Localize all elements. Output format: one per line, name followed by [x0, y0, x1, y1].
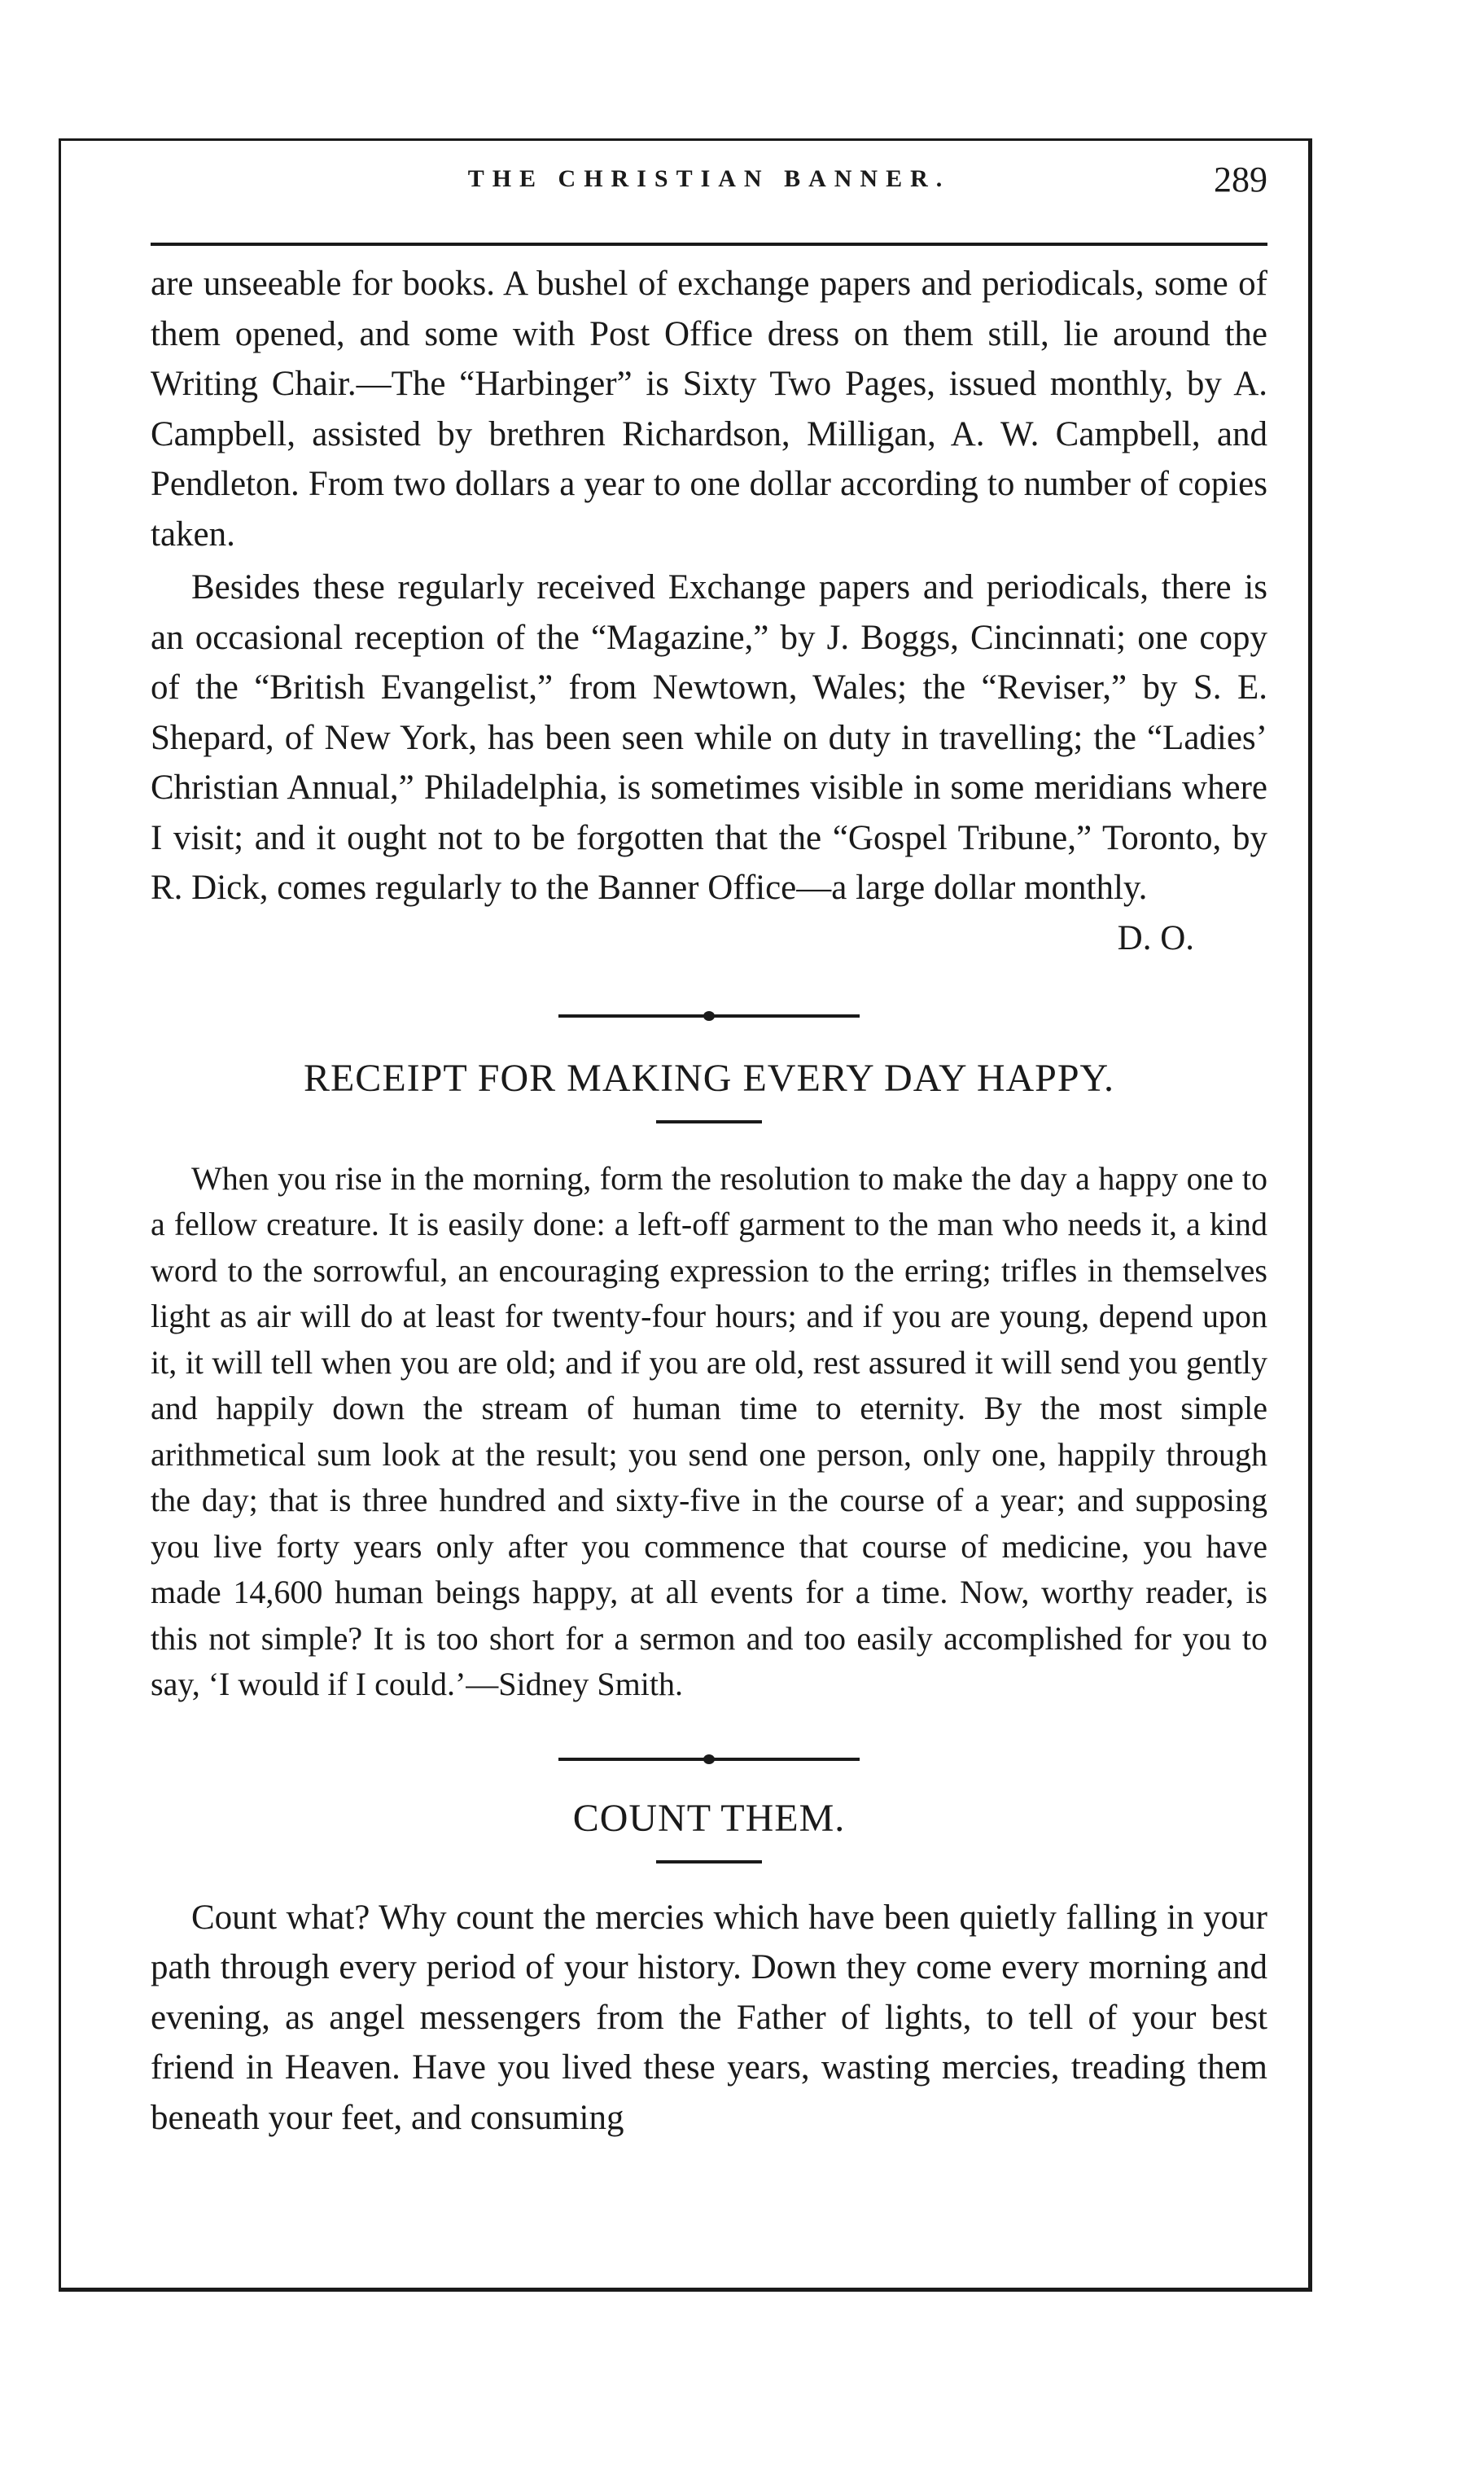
- section-divider-ornament: [558, 1010, 860, 1020]
- page-frame: [59, 138, 1312, 2292]
- running-title: THE CHRISTIAN BANNER.: [467, 165, 951, 192]
- article-1-paragraph-1: are unseeable for books. A bushel of exchange papers and periodicals, some of them opened, and some with Post Office dress on them still, lie around the Writing Chair.—The “Harbinger” is Sixty Two Pages, issued monthly, by A. Campbell, assisted by brethren Richardson, Milligan, A. W. Campbell, and Pendleton. From two dollars a year to one dollar according to number of copies taken.: [151, 265, 1267, 554]
- article-3-body: Count what? Why count the mercies which have been quietly falling in your path through every period of your history. Down they come every morning and evening, as angel messengers from the Father of lights, to tell of your best friend in Heaven. Have you lived these years, wasting mercies, treading them beneath your feet, and consuming: [151, 1898, 1267, 2137]
- article-2-body: When you rise in the morning, form the resolution to make the day a happy one to a fellow creature. It is easily done: a left-off garment to the man who needs it, a kind word to the sorrowful, an encouraging expression to the erring; trifles in themselves light as air will do at least for twenty-four hours; and if you are young, depend upon it, it will tell when you are old; and if you are old, rest assured it will send you gently and happily down the stream of human time to eternity. By the most simple arithmetical sum look at the result; you send one person, only one, happily through the day; that is three hundred and sixty-five in the course of a year; and supposing you live forty years only after you commence that course of medicine, you have made 14,600 human beings happy, at all events for a time. Now, worthy reader, is this not simple? It is too short for a sermon and too easily accomplished for you to say, ‘I would if I could.’—Sidney Smith.: [151, 1159, 1267, 1702]
- article-3-title: COUNT THEM.: [572, 1796, 846, 1840]
- header-rule: [151, 243, 1267, 246]
- ornament-dot: [703, 1754, 715, 1764]
- article-2-title: RECEIPT FOR MAKING EVERY DAY HAPPY.: [303, 1056, 1115, 1100]
- article-1-signature: D. O.: [1117, 918, 1194, 957]
- section-divider-ornament: [558, 1754, 860, 1763]
- ornament-dot: [703, 1011, 715, 1021]
- running-head: [151, 160, 1267, 214]
- article-1-paragraph-2: Besides these regularly received Exchange papers and periodicals, there is an occasional reception of the “Magazine,” by J. Boggs, Cincinnati; one copy of the “British Evangelist,” from Newtown, Wales; the “Reviser,” by S. E. Shepard, of New York, has been seen while on duty in travelling; the “Ladies’ Christian Annual,” Philadelphia, is sometimes visible in some meridians where I visit; and it ought not to be forgotten that the “Gospel Tribune,” Toronto, by R. Dick, comes regularly to the Banner Office—a large dollar monthly.: [151, 568, 1267, 907]
- text-column: [151, 259, 1267, 2143]
- page-number: 289: [1214, 160, 1267, 199]
